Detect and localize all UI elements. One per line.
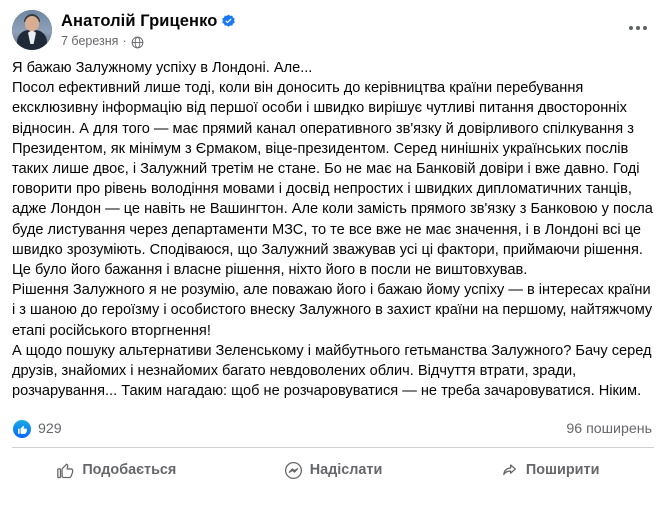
ellipsis-icon-dot [629,26,633,30]
send-button-label: Надіслати [309,462,383,479]
messenger-icon [284,461,303,480]
like-button-label: Подобається [82,462,177,479]
avatar[interactable] [12,10,52,50]
globe-icon[interactable] [131,36,144,49]
post-options-button[interactable] [624,14,652,42]
post-stats [0,410,666,447]
post-actions [0,448,666,494]
share-button-label: Поширити [525,462,600,479]
like-button[interactable] [8,452,225,488]
ellipsis-icon-dot [643,26,647,30]
share-icon [500,461,519,480]
post-text [0,50,666,401]
author-name[interactable]: Анатолій Гриценко [61,12,218,30]
meta-separator: · [122,34,127,48]
post-paragraph: Рішення Залужного я не розумію, але поважаю його і бажаю йому успіху — в інтересах країни і з шаною до героїзму і особистого внеску Залужного в захист країни на першому, найтяжчому етапі російського вторгнення! [12,282,653,339]
post-date[interactable]: 7 березня [61,34,119,48]
post-paragraph: Я бажаю Залужному успіху в Лондоні. Але... [12,60,313,76]
avatar-head [25,16,39,31]
verified-badge-icon [221,14,236,29]
thumbs-up-icon [12,419,32,439]
shares-count[interactable]: 96 поширень [566,421,652,438]
thumbs-up-outline-icon [56,461,75,480]
post-author-block [61,10,654,49]
send-button[interactable] [225,452,442,488]
post-meta [61,33,654,49]
post-paragraph: Посол ефективний лише тоді, коли він доносить до керівництва країни перебування ексклюзивну інформацію від першої особи і швидко вирішує чутливі питання двосторонніх відносин. А для того — має прямий канал оперативного зв'язку й довірливого спілкування з Президентом, як мінімум з Єрмаком, віце-президентом. Серед нинішніх українських послів таких лише двоє, і Залужний третім не стане. Бо не має на Банковій довіри і вже давно. Годі говорити про рівень володіння мовами і досвід непростих і швидких дипломатичних танців, адже Лондон — це навіть не Вашингтон. Але коли замість прямого зв'язку з Банковою у посла буде листування через департаменти МЗС, то те все вже не має значення, і в Лондоні всі це швидко зрозуміють. Сподіваюся, що Залужний зважував усі ці фактори, приймаючи рішення. Це було його бажання і власне рішення, ніхто його в посли не виштовхував. [12,80,653,279]
likes-count: 929 [38,421,62,438]
share-button[interactable] [441,452,658,488]
ellipsis-icon-dot [636,26,640,30]
author-name-line [61,11,654,31]
reactions-summary[interactable] [12,419,62,439]
post-header [0,0,666,50]
post-paragraph: А щодо пошуку альтернативи Зеленському і майбутнього гетьманства Залужного? Бачу серед друзів, знайомих і незнайомих багато невдоволених облич. Відчуття втрати, зради, розчарування... Таким нагадаю: щоб не розчаровуватися — не треба зачаровуватися. Ніким. [12,342,652,400]
